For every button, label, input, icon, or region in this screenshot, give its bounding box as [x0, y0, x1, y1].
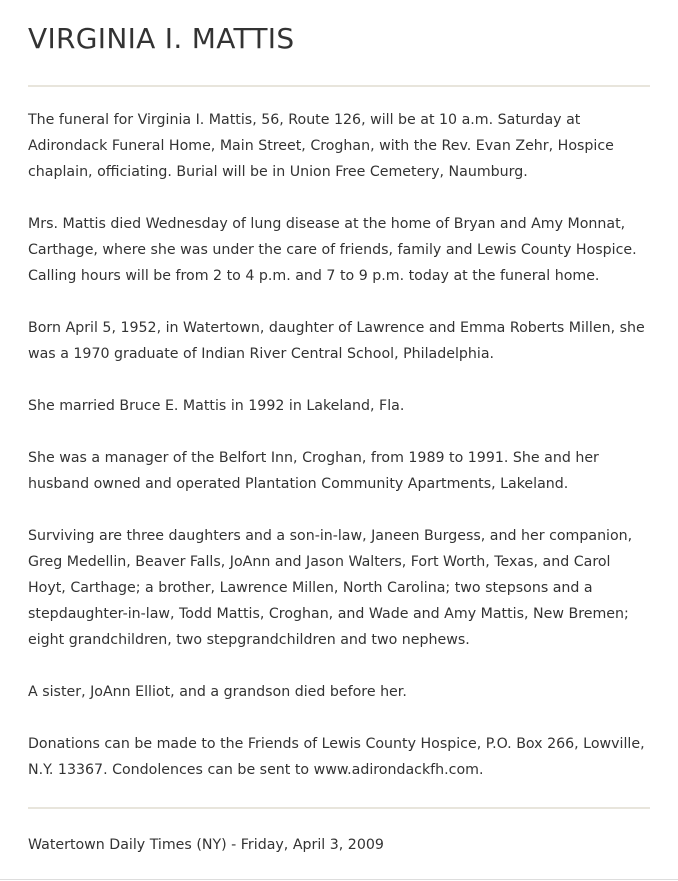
paragraph-career: She was a manager of the Belfort Inn, Croghan, from 1989 to 1991. She and her husband owned and operated Plantation Community Apartments, Lakeland.	[28, 450, 599, 492]
paragraph-donations: Donations can be made to the Friends of Lewis County Hospice, P.O. Box 266, Lowville, N.Y. 13367. Condolences can be sent to www.adirondackfh.com.	[28, 736, 645, 778]
page-bottom-border	[0, 879, 678, 880]
paragraph-funeral: The funeral for Virginia I. Mattis, 56, Route 126, will be at 10 a.m. Saturday at Adirondack Funeral Home, Main Street, Croghan, with the Rev. Evan Zehr, Hospice chaplain, officiating. Burial will be in Union Free Cemetery, Naumburg.	[28, 112, 614, 180]
paragraph-birth: Born April 5, 1952, in Watertown, daughter of Lawrence and Emma Roberts Millen, she was a 1970 graduate of Indian River Central School, Philadelphia.	[28, 320, 645, 362]
paragraph-death: Mrs. Mattis died Wednesday of lung disease at the home of Bryan and Amy Monnat, Carthage, where she was under the care of friends, family and Lewis County Hospice. Calling hours will be from 2 to 4 p.m. and 7 to 9 p.m. today at the funeral home.	[28, 216, 637, 284]
source-divider	[28, 807, 650, 809]
obituary-body	[28, 107, 650, 809]
source-citation: Watertown Daily Times (NY) - Friday, April 3, 2009	[28, 837, 384, 853]
paragraph-predeceased: A sister, JoAnn Elliot, and a grandson died before her.	[28, 684, 407, 700]
paragraph-marriage: She married Bruce E. Mattis in 1992 in Lakeland, Fla.	[28, 398, 405, 414]
paragraph-survivors: Surviving are three daughters and a son-in-law, Janeen Burgess, and her companion, Greg Medellin, Beaver Falls, JoAnn and Jason Walters, Fort Worth, Texas, and Carol Hoyt, Carthage; a brother, Lawrence Millen, North Carolina; two stepsons and a stepdaughter-in-law, Todd Mattis, Croghan, and Wade and Amy Mattis, New Bremen; eight grandchildren, two stepgrandchildren and two nephews.	[28, 528, 633, 648]
page-title: VIRGINIA I. MATTIS	[28, 22, 295, 55]
title-divider	[28, 85, 650, 87]
